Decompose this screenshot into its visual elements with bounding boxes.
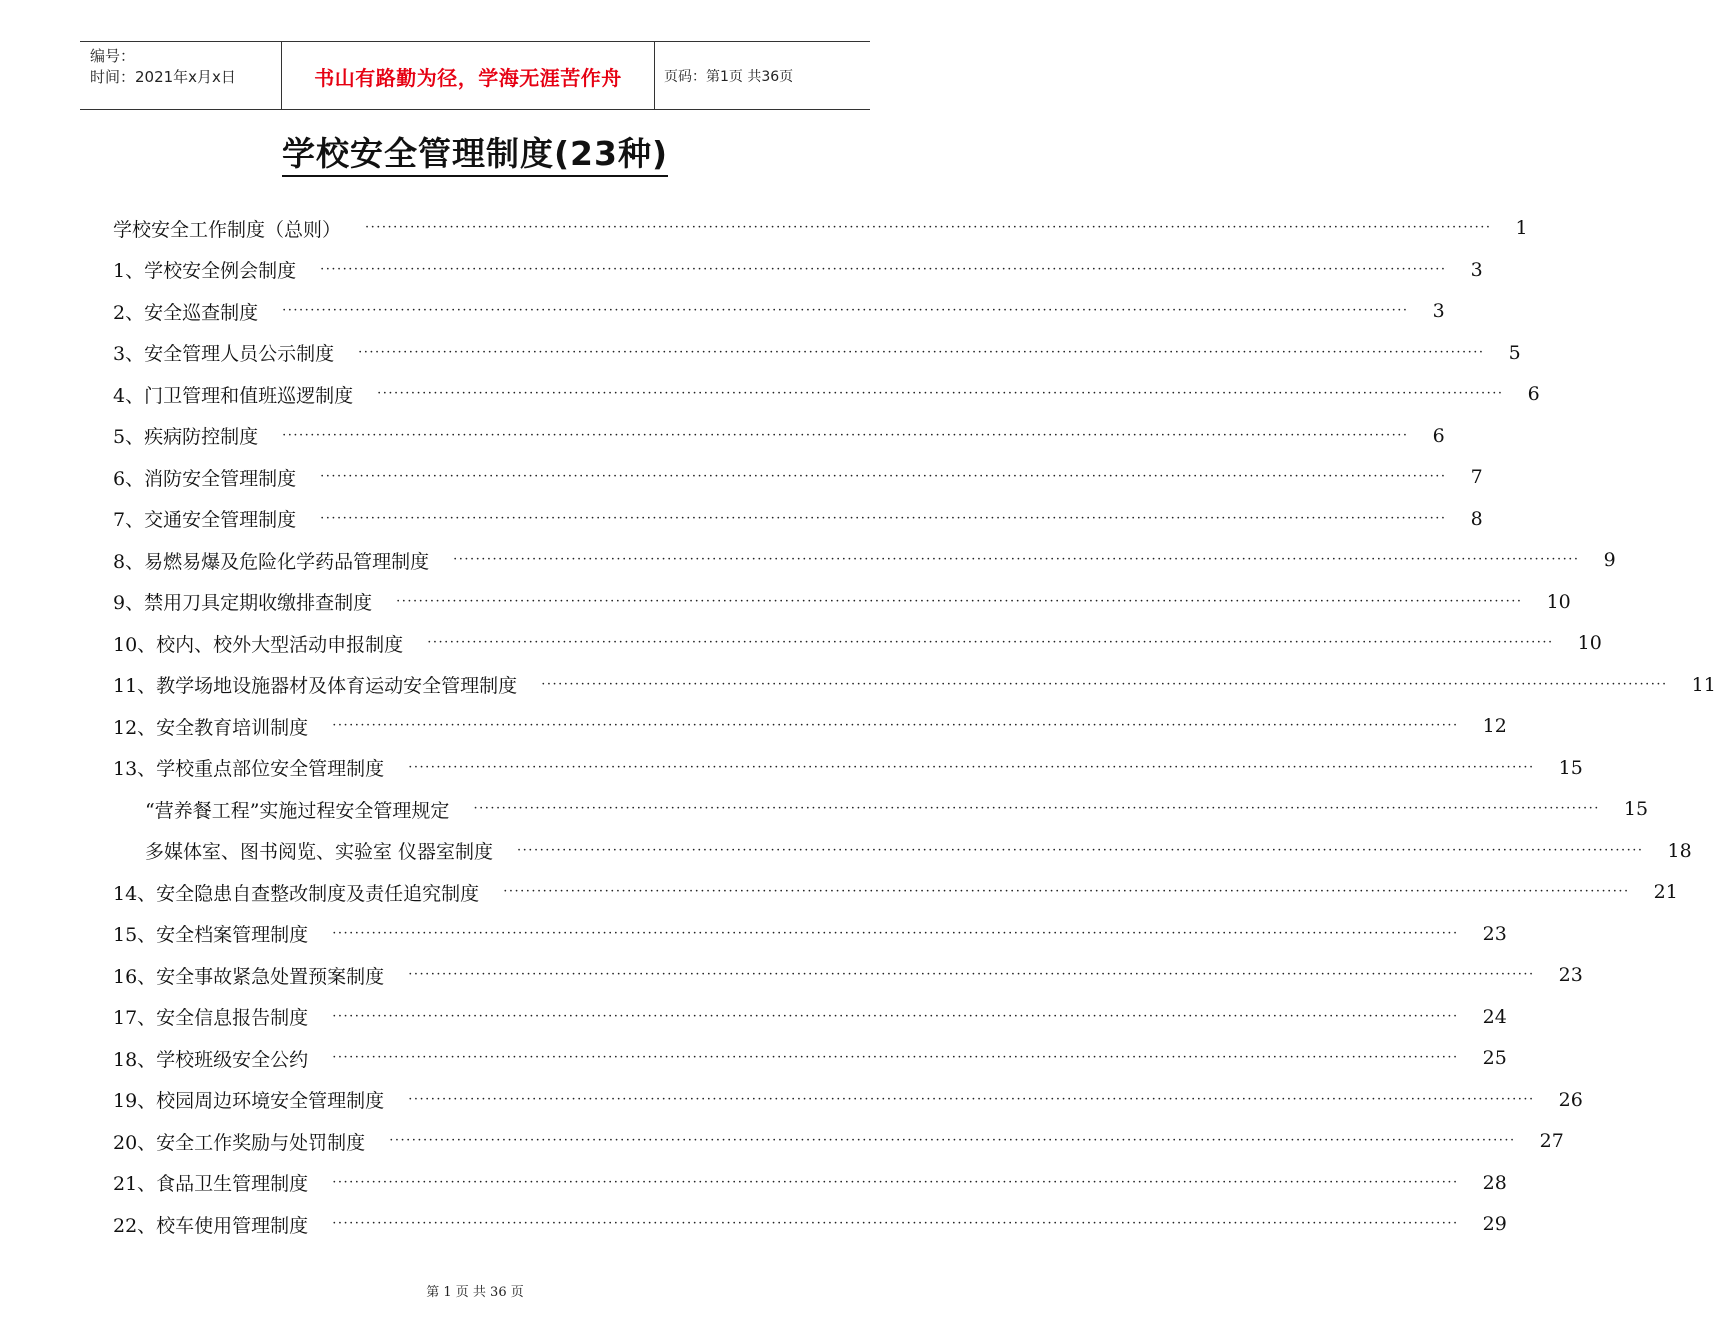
toc-entry-page: 15 [1558,756,1583,779]
toc-entry-page: 5 [1508,341,1521,364]
toc-entry-label: 20、安全工作奖励与处罚制度 [113,1131,366,1154]
header-meta [90,46,236,88]
toc-entry[interactable] [113,671,1716,699]
header-divider [654,42,655,109]
toc-leader-dots: ········································································································································································································ [541,676,1668,692]
toc-entry[interactable] [113,878,1678,906]
toc-entry[interactable] [113,920,1507,948]
toc-entry-label: 16、安全事故紧急处置预案制度 [113,965,385,988]
toc-entry[interactable] [145,837,1692,865]
toc-leader-dots: ········································································································································································································ [320,469,1447,484]
toc-entry-label: 多媒体室、图书阅览、实验室 仪器室制度 [145,841,494,863]
toc-leader-dots: ········································································································································································································ [503,884,1630,899]
toc-entry-label: 5、疾病防控制度 [113,426,259,448]
toc-entry-label: 8、易燃易爆及危险化学药品管理制度 [113,550,430,573]
toc-entry-page: 23 [1558,964,1583,986]
document-title-wrap [0,128,950,175]
toc-entry[interactable] [113,546,1616,574]
toc-leader-dots: ········································································································································································································ [377,386,1504,401]
toc-entry-label: 学校安全工作制度（总则） [113,218,342,241]
toc-entry[interactable] [113,629,1602,657]
toc-entry-label: 4、门卫管理和值班巡逻制度 [113,384,354,407]
toc-entry-page: 10 [1546,590,1571,613]
page-header [80,41,870,110]
toc-leader-dots: ········································································································································································································ [389,1133,1516,1148]
toc-leader-dots: ········································································································································································································ [332,925,1459,941]
toc-entry-label: 14、安全隐患自查整改制度及责任追究制度 [113,882,480,905]
toc-entry-label: 1、学校安全例会制度 [113,260,297,282]
toc-entry[interactable] [113,214,1528,242]
toc-entry[interactable] [113,1169,1507,1197]
toc-entry-label: 18、学校班级安全公约 [113,1048,309,1071]
toc-entry-page: 3 [1432,300,1445,322]
toc-entry[interactable] [113,588,1571,616]
toc-leader-dots: ········································································································································································································ [282,427,1409,443]
toc-entry-page: 18 [1667,839,1692,862]
toc-entry-label: 9、禁用刀具定期收缴排查制度 [113,592,373,614]
toc-leader-dots: ········································································································································································································ [453,552,1580,567]
toc-entry-label: 17、安全信息报告制度 [113,1007,309,1029]
toc-entry[interactable] [113,463,1483,491]
toc-entry[interactable] [113,961,1583,989]
toc-entry-label: 3、安全管理人员公示制度 [113,343,335,365]
toc-entry-page: 3 [1470,258,1483,281]
toc-entry-label: 15、安全档案管理制度 [113,924,309,946]
toc-leader-dots: ········································································································································································································ [408,759,1535,775]
toc-entry[interactable] [113,712,1507,740]
toc-entry-page: 21 [1653,881,1678,903]
header-motto: 书山有路勤为径，学海无涯苦作舟 [314,66,622,90]
toc-entry-page: 6 [1527,383,1540,405]
toc-entry[interactable] [113,505,1483,533]
toc-entry[interactable] [113,754,1583,782]
toc-entry-page: 12 [1482,715,1507,737]
toc-entry-label: 12、安全教育培训制度 [113,716,309,739]
toc-entry-label: 13、学校重点部位安全管理制度 [113,758,385,780]
toc-entry-page: 7 [1470,466,1483,488]
toc-entry-label: 22、校车使用管理制度 [113,1214,309,1237]
toc-leader-dots: ········································································································································································································ [332,1216,1459,1231]
toc-leader-dots: ········································································································································································································ [408,967,1535,982]
toc-entry[interactable] [113,422,1445,450]
toc-entry-label: 7、交通安全管理制度 [113,509,297,531]
toc-entry-label: 2、安全巡查制度 [113,301,259,324]
time-label: 时间：2021年x月x日 [90,68,236,86]
toc-leader-dots: ········································································································································································································ [396,593,1523,609]
page-footer: 第 1 页 共 36 页 [426,1285,524,1300]
toc-leader-dots: ········································································································································································································ [517,842,1644,858]
toc-entry-page: 6 [1432,424,1445,447]
toc-entry[interactable] [113,1086,1583,1114]
toc-entry-page: 25 [1482,1047,1507,1069]
header-page-info: 页码：第1页 共36页 [664,69,794,85]
toc-entry[interactable] [113,297,1445,325]
toc-entry[interactable] [113,380,1540,408]
toc-entry-page: 24 [1482,1005,1507,1028]
toc-entry-page: 8 [1470,507,1483,530]
toc-leader-dots: ········································································································································································································ [427,635,1554,650]
toc-entry-page: 15 [1623,798,1649,820]
toc-leader-dots: ········································································································································································································ [282,303,1409,318]
toc-entry[interactable] [113,256,1483,284]
toc-leader-dots: ········································································································································································································ [358,344,1485,360]
toc-leader-dots: ········································································································································································································ [365,220,1492,235]
toc-entry-page: 23 [1482,922,1507,945]
toc-entry-label: 19、校园周边环境安全管理制度 [113,1090,385,1112]
toc-leader-dots: ········································································································································································································ [408,1091,1535,1107]
toc-entry[interactable] [113,1127,1564,1155]
toc-entry-page: 10 [1577,632,1602,654]
toc-leader-dots: ········································································································································································································ [332,1050,1459,1065]
toc-leader-dots: ········································································································································································································ [320,510,1447,526]
toc-entry-page: 1 [1515,217,1528,239]
document-title: 学校安全管理制度(23种) [282,134,668,177]
toc-leader-dots: ········································································································································································································ [332,1174,1459,1190]
toc-leader-dots: ········································································································································································································ [473,801,1600,816]
toc-entry-page: 9 [1603,549,1616,571]
toc-entry-page: 11 [1691,673,1716,696]
toc-entry-label: 21、食品卫生管理制度 [113,1173,309,1195]
toc-entry-label: 11、教学场地设施器材及体育运动安全管理制度 [113,675,518,697]
toc-entry-label: “营养餐工程”实施过程安全管理规定 [145,799,450,822]
toc-entry-page: 26 [1558,1088,1583,1111]
toc-leader-dots: ········································································································································································································ [332,718,1459,733]
toc-leader-dots: ········································································································································································································ [332,1008,1459,1024]
toc-entry-label: 10、校内、校外大型活动申报制度 [113,633,404,656]
toc-entry-label: 6、消防安全管理制度 [113,467,297,490]
toc-entry[interactable] [113,1210,1507,1238]
number-label: 编号： [90,47,136,65]
toc-entry-page: 29 [1482,1213,1507,1235]
toc-entry[interactable] [113,1003,1507,1031]
toc-entry[interactable] [113,339,1521,367]
toc-entry[interactable] [113,1044,1507,1072]
toc-entry[interactable] [145,795,1649,823]
toc-entry-page: 27 [1539,1130,1564,1152]
toc-entry-page: 28 [1482,1171,1507,1194]
toc-leader-dots: ········································································································································································································ [320,261,1447,277]
